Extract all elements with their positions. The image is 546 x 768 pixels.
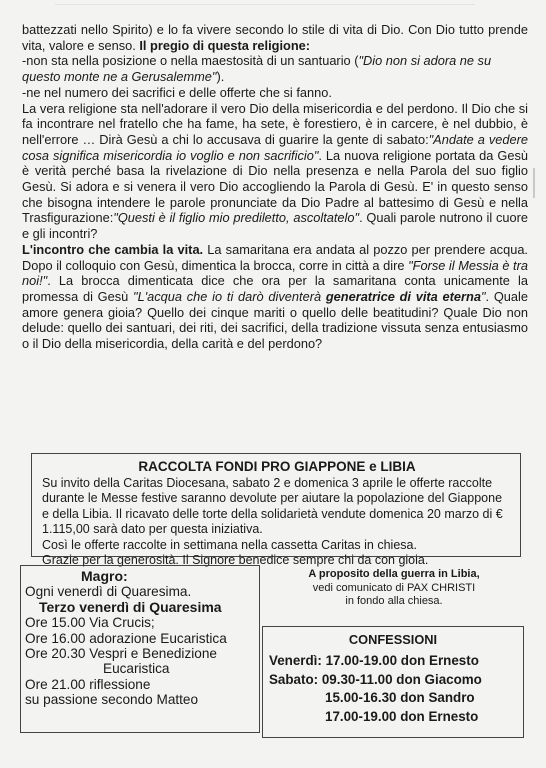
day-label: Venerdì: [269, 653, 318, 668]
text-run: . La brocca dimenticata dice che ora per la samaritana conta unicamente la promessa di Gesù: [22, 273, 528, 304]
quote: "Dio non si adora ne su questo monte ne a Gerusalemme": [22, 53, 492, 85]
quote: "Forse il Messia è tra noi!": [22, 257, 528, 289]
venerdi-row: [269, 652, 517, 671]
libia-line: vedi comunicato di PAX CHRISTI: [312, 581, 476, 594]
bleed-through-header: [55, 4, 475, 23]
schedule-item: Ore 16.00 adorazione Eucaristica: [25, 630, 227, 646]
schedule-item: Eucaristica: [103, 661, 170, 677]
text-run: -ne nel numero dei sacrifici e delle offerte che si fanno.: [22, 84, 332, 100]
text-run: . Quale amore genera gioia? Quello dei cinque mariti o quello delle beatitudini? Quale Dio non delude: quello dei santuari, dei riti, dei sacrifici, della tradizione vissuta senza entusiasmo o il Dio della misericordia, della carità e del perdono?: [22, 288, 528, 352]
libia-notice: [268, 568, 520, 609]
text-run: battezzati nello Spirito) e lo fa vivere secondo lo stile di vita di Dio. Con Dio tutto prende vita, valore e senso.: [22, 22, 528, 53]
magro-box: [20, 565, 260, 733]
text-run: ).: [216, 69, 225, 85]
schedule-item: Ore 21.00 riflessione: [25, 676, 151, 692]
day-label: Sabato: [269, 671, 314, 687]
quote-bold: generatrice di vita eterna: [325, 288, 481, 304]
text-run: La samaritana era andata al pozzo per prendere acqua. Dopo il colloquio con Gesù, dimentica la brocca, corre in città a dire: [22, 241, 528, 273]
confessioni-box: [262, 626, 524, 738]
quote: "L'acqua che io ti darò diventerà: [133, 288, 326, 304]
sabato-row: [269, 671, 517, 690]
confessioni-title: CONFESSIONI: [348, 632, 438, 647]
paragraph-4: [22, 101, 528, 242]
fundraiser-text: [42, 476, 512, 568]
paragraph-5: [22, 242, 528, 352]
paragraph-2: [22, 53, 528, 84]
text-run: -non sta nella posizione o nella maestosità di un santuario (: [22, 53, 359, 69]
heading-pregio: Il pregio di questa religione:: [139, 37, 311, 53]
paragraph-1: [22, 22, 528, 53]
time-slot: : 17.00-19.00 don Ernesto: [317, 653, 479, 668]
fundraiser-paragraph: Così le offerte raccolte in settimana nella cassetta Caritas in chiesa.: [42, 537, 417, 552]
paragraph-3: [22, 85, 528, 101]
time-slot: 17.00-19.00 don Ernesto: [325, 708, 479, 724]
time-slot: 15.00-16.30 don Sandro: [325, 690, 475, 705]
fundraiser-box: [31, 453, 521, 568]
quote: "Questi è il figlio mio prediletto, ascoltatelo": [113, 210, 360, 226]
schedule-item: su passione secondo Matteo: [25, 692, 199, 708]
magro-line: Ogni venerdì di Quaresima.: [25, 584, 192, 600]
fundraiser-paragraph: Su invito della Caritas Diocesana, sabato 2 e domenica 3 aprile le offerte raccolte durante le Messe festive saranno devolute per aiutare la popolazione del Giappone e della Libia. Il ricavato delle torte della solidarietà vendute domenica 20 marzo di € 1.115,00 sarà dato per questa iniziativa.: [42, 476, 503, 537]
heading-incontro: L'incontro che cambia la vita.: [22, 241, 204, 257]
article-text: [22, 22, 528, 352]
terzo-venerdi-title: Terzo venerdì di Quaresima: [39, 598, 222, 615]
fundraiser-paragraph: Grazie per la generosità. Il Signore benedice sempre chi da con gioia.: [42, 553, 429, 568]
text-run: . La nuova religione portata da Gesù è verità perché basa la rivelazione di Dio nella presenza e nella Parola del suo figlio Gesù. Si adora e si venera il vero Dio accogliendo la Parola di Gesù. E' in questo senso che bisogna intendere le parole pronunciate da Dio Padre al battesimo di Gesù e nella Trasfigurazione:: [22, 147, 528, 226]
schedule-item: Ore 20.30 Vespri e Benedizione: [25, 646, 217, 662]
libia-line: in fondo alla chiesa.: [345, 595, 443, 608]
text-run: . Quali parole nutrono il cuore e gli incontri?: [22, 210, 528, 242]
quote: ": [480, 288, 486, 304]
schedule-item: Ore 15.00 Via Crucis;: [25, 615, 155, 631]
libia-title: A proposito della guerra in Libia,: [308, 568, 480, 580]
quote: "Andate a vedere cosa significa misericordia io voglio e non sacrificio": [22, 131, 528, 163]
scan-edge-mark: [533, 168, 535, 198]
fundraiser-title: RACCOLTA FONDI PRO GIAPPONE e LIBIA: [138, 459, 416, 474]
magro-title: Magro:: [81, 568, 128, 584]
time-slot: : 09.30-11.00 don Giacomo: [313, 671, 482, 687]
text-run: La vera religione sta nell'adorare il vero Dio della misericordia e del perdono. Il Dio che si fa incontrare nel fratello che ha fame, ha sete, è forestiero, è in carcere, è nel dubbio, è nell'errore … Dirà Gesù a chi lo accusava di guarire la gente di sabato:: [22, 100, 528, 147]
